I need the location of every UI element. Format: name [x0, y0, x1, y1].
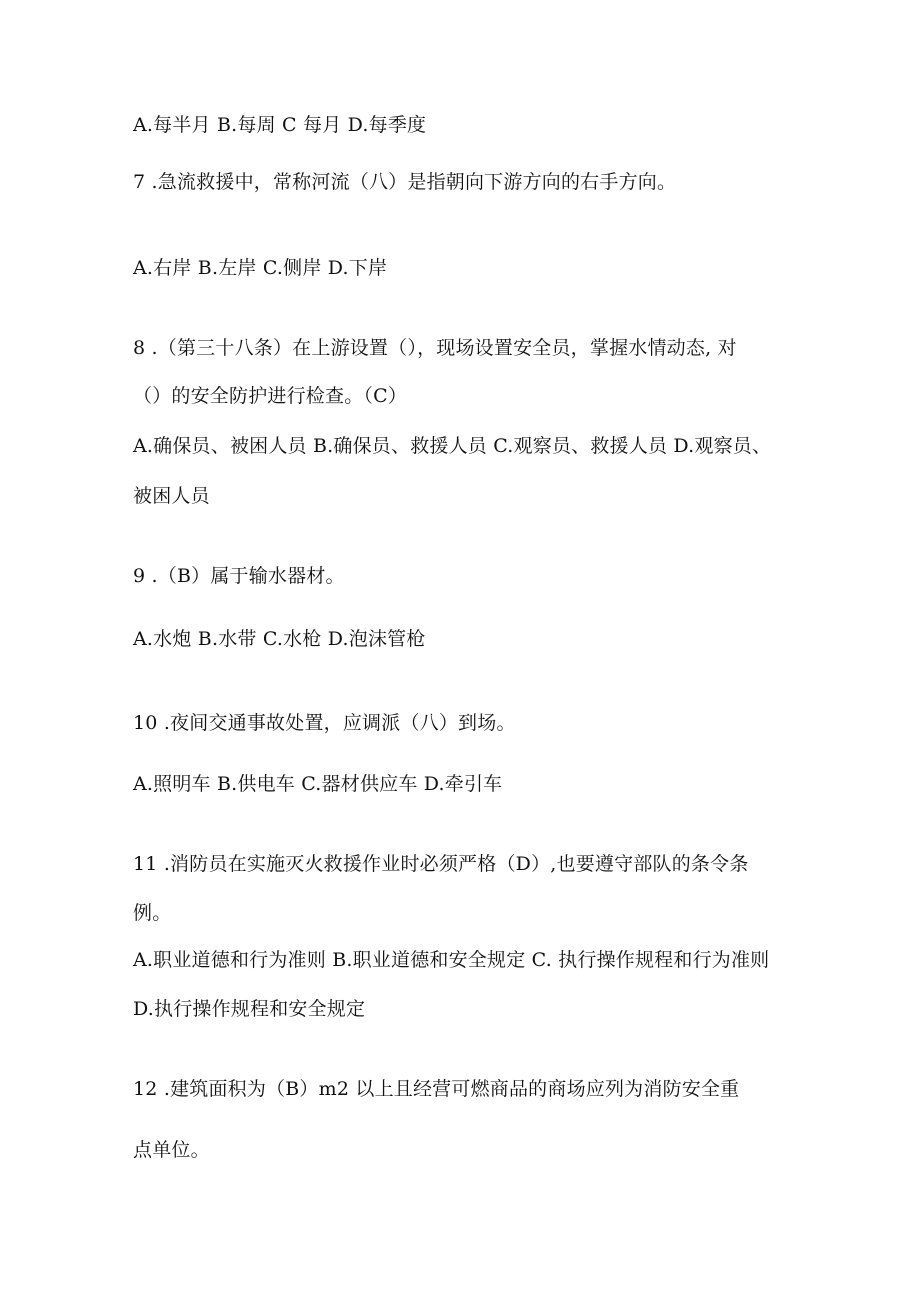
- q7-question: 7 .急流救援中，常称河流（八）是指朝向下游方向的右手方向。: [133, 171, 677, 193]
- q11-question-line-2: 例。: [133, 902, 172, 924]
- q10-question: 10 .夜间交通事故处置，应调派（八）到场。: [133, 712, 516, 734]
- q8-options-line-2: 被困人员: [133, 485, 210, 507]
- q12-question-line-1: 12 .建筑面积为（B）m2 以上且经营可燃商品的商场应列为消防安全重: [133, 1078, 740, 1100]
- q8-question-line-1: 8 .（第三十八条）在上游设置（），现场设置安全员，掌握水情动态, 对: [133, 337, 737, 359]
- q10-options: A.照明车 B.供电车 C.器材供应车 D.牵引车: [133, 773, 503, 795]
- q11-options-line-1: A.职业道德和行为准则 B.职业道德和安全规定 C. 执行操作规程和行为准则: [133, 949, 770, 971]
- q6-options: A.每半月 B.每周 C 每月 D.每季度: [133, 114, 427, 136]
- q9-question: 9 .（B）属于输水器材。: [133, 565, 345, 587]
- q11-question-line-1: 11 .消防员在实施灭火救援作业时必须严格（D）,也要遵守部队的条令条: [133, 853, 749, 875]
- q7-options: A.右岸 B.左岸 C.侧岸 D.下岸: [133, 257, 388, 279]
- q11-options-line-2: D.执行操作规程和安全规定: [133, 998, 366, 1020]
- q8-options-line-1: A.确保员、被困人员 B.确保员、救援人员 C.观察员、救援人员 D.观察员、: [133, 435, 772, 457]
- q8-question-line-2: （）的安全防护进行检查。（C）: [133, 385, 408, 407]
- q12-question-line-2: 点单位。: [133, 1139, 210, 1161]
- q9-options: A.水炮 B.水带 C.水枪 D.泡沫管枪: [133, 628, 426, 650]
